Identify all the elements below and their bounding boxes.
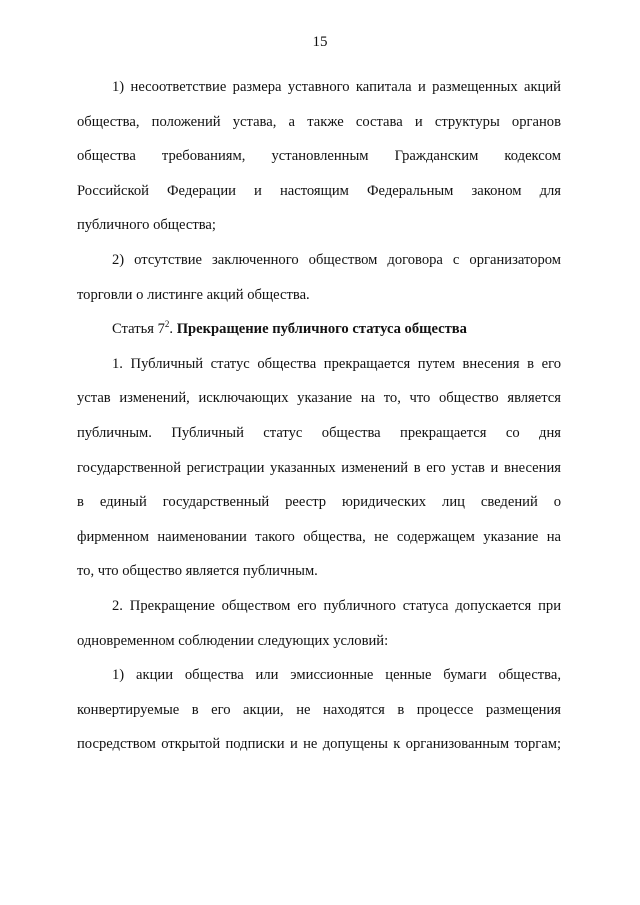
- paragraph-line: посредством открытой подписки и не допущены к организованным торгам;: [77, 736, 561, 753]
- paragraph-line: общества требованиям, установленным Гражданским кодексом: [77, 148, 561, 165]
- article-prefix: Статья 7: [112, 321, 165, 338]
- page-number: 15: [312, 34, 328, 50]
- paragraph-line: то, что общество является публичным.: [77, 563, 318, 580]
- paragraph-line: 2) отсутствие заключенного обществом договора с организатором: [112, 251, 561, 268]
- article-title: Прекращение публичного статуса общества: [176, 321, 467, 338]
- paragraph-line: 2. Прекращение обществом его публичного статуса допускается при: [112, 597, 561, 614]
- paragraph-line: 1. Публичный статус общества прекращается путем внесения в его: [112, 355, 561, 372]
- paragraph-line: устав изменений, исключающих указание на то, что общество является: [77, 390, 561, 407]
- paragraph-line: в единый государственный реестр юридических лиц сведений о: [77, 494, 561, 511]
- paragraph-line: общества, положений устава, а также состава и структуры органов: [77, 113, 561, 130]
- paragraph-line: публичного общества;: [77, 217, 216, 234]
- paragraph-line: публичным. Публичный статус общества прекращается со дня: [77, 424, 561, 441]
- article-superscript: 2: [164, 319, 170, 330]
- paragraph-line: торговли о листинге акций общества.: [77, 286, 310, 303]
- paragraph-line: 1) несоответствие размера уставного капитала и размещенных акций: [112, 79, 561, 95]
- paragraph-line: Российской Федерации и настоящим Федеральным законом для: [77, 182, 561, 199]
- paragraph-line: государственной регистрации указанных изменений в его устав и внесения: [77, 459, 561, 476]
- paragraph-line: одновременном соблюдении следующих условий:: [77, 632, 389, 649]
- article-heading: [77, 312, 561, 347]
- document-body: [77, 70, 561, 762]
- paragraph-line: 1) акции общества или эмиссионные ценные бумаги общества,: [112, 667, 561, 684]
- article-separator: .: [169, 321, 177, 338]
- paragraph-line: конвертируемые в его акции, не находятся в процессе размещения: [77, 701, 561, 718]
- paragraph-line: фирменном наименовании такого общества, не содержащем указание на: [77, 528, 561, 545]
